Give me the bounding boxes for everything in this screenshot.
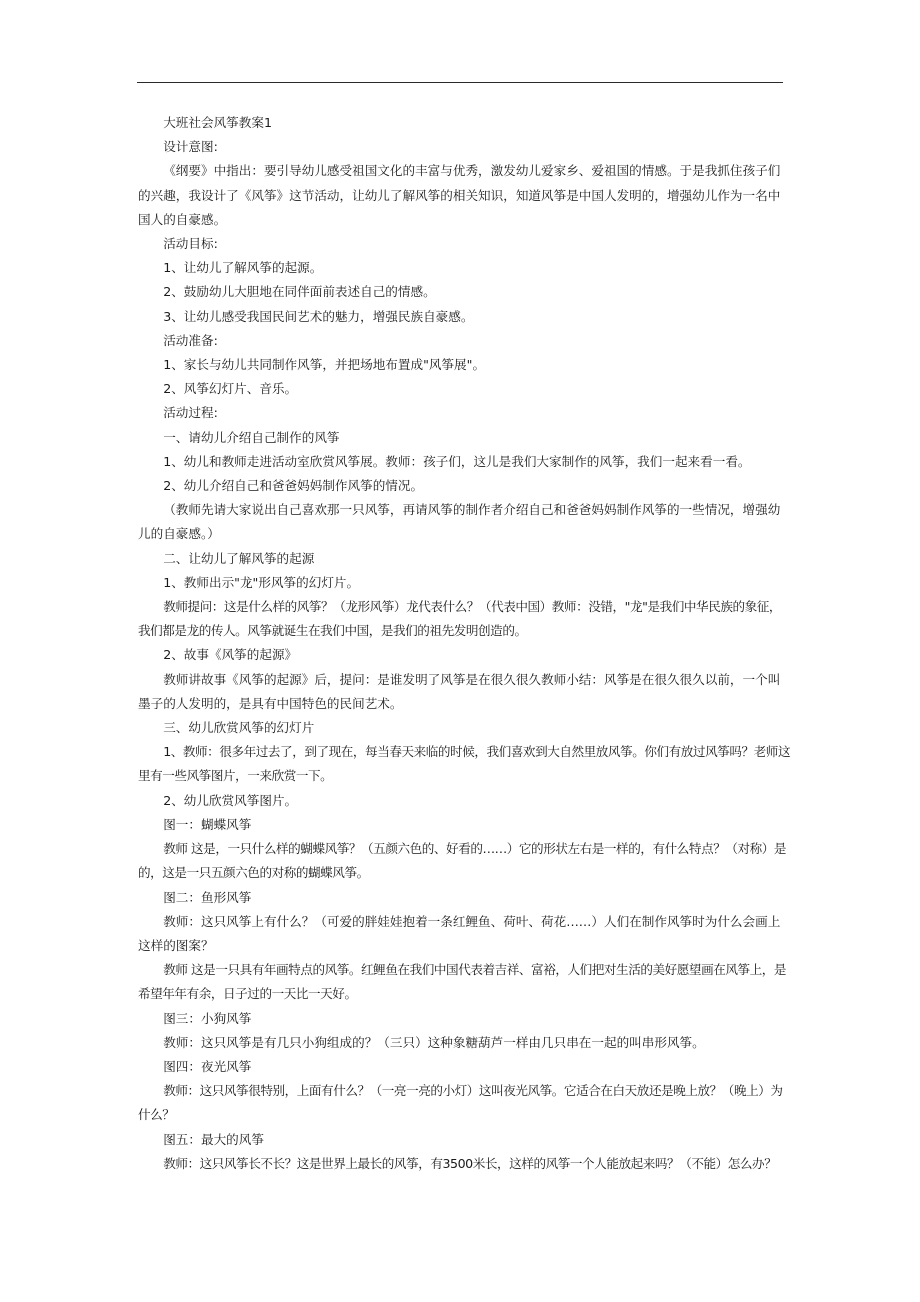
paragraph: 教师：这只风筝是有几只小狗组成的？（三只）这种象糖葫芦一样由几只串在一起的叫串形风筝。 — [163, 1034, 705, 1050]
list-item-goal: 1、让幼儿了解风筝的起源。 — [163, 260, 323, 276]
figure-heading: 图四：夜光风筝 — [163, 1058, 252, 1074]
section-heading-goals: 活动目标: — [163, 236, 218, 252]
paragraph: （教师先请大家说出自己喜欢那一只风筝，再请风筝的制作者介绍自己和爸爸妈妈制作风筝的一些情况，增强幼儿的自豪感。） — [138, 502, 781, 542]
paragraph: 教师：这只风筝很特别，上面有什么？（一亮一亮的小灯）这叫夜光风筝。它适合在白天放还是晚上放？（晚上）为什么？ — [138, 1083, 783, 1123]
paragraph: 教师：这只风筝长不长？这是世界上最长的风筝，有3500米长，这样的风筝一个人能放起来吗？（不能）怎么办？ — [163, 1155, 777, 1171]
list-item-goal: 2、鼓励幼儿大胆地在同伴面前表述自己的情感。 — [163, 284, 436, 300]
paragraph: 教师 这是一只具有年画特点的风筝。红鲤鱼在我们中国代表着吉祥、富裕，人们把对生活的美好愿望画在风筝上，是希望年年有余，日子过的一天比一天好。 — [138, 962, 787, 1002]
section-heading-process: 活动过程: — [163, 405, 218, 421]
paragraph: 2、幼儿介绍自己和爸爸妈妈制作风筝的情况。 — [163, 478, 424, 494]
figure-heading: 图五：最大的风筝 — [163, 1131, 264, 1147]
list-item-preparation: 1、家长与幼儿共同制作风筝，并把场地布置成"风筝展"。 — [163, 357, 486, 373]
figure-heading: 图三：小狗风筝 — [163, 1010, 252, 1026]
step-heading: 三、幼儿欣赏风筝的幻灯片 — [163, 720, 315, 736]
document-body — [138, 111, 792, 1176]
step-heading: 一、请幼儿介绍自己制作的风筝 — [163, 429, 340, 445]
section-heading-design-intent: 设计意图: — [163, 139, 218, 155]
document-title: 大班社会风筝教案1 — [163, 115, 272, 130]
paragraph: 教师提问：这是什么样的风筝？（龙形风筝）龙代表什么？（代表中国）教师：没错，"龙"是我们中华民族的象征，我们都是龙的传人。风筝就诞生在我们中国，是我们的祖先发明创造的。 — [138, 599, 782, 639]
paragraph: 1、幼儿和教师走进活动室欣赏风筝展。教师：孩子们，这儿是我们大家制作的风筝，我们一起来看一看。 — [163, 453, 751, 469]
paragraph: 1、教师：很多年过去了，到了现在，每当春天来临的时候，我们喜欢到大自然里放风筝。你们有放过风筝吗？老师这里有一些风筝图片，一来欣赏一下。 — [138, 744, 791, 784]
figure-heading: 图一：蝴蝶风筝 — [163, 816, 252, 832]
figure-heading: 图二：鱼形风筝 — [163, 889, 252, 905]
paragraph: 1、教师出示"龙"形风筝的幻灯片。 — [163, 574, 360, 590]
paragraph: 教师：这只风筝上有什么？（可爱的胖娃娃抱着一条红鲤鱼、荷叶、荷花……）人们在制作风筝时为什么会画上这样的图案？ — [138, 913, 781, 953]
section-heading-preparation: 活动准备: — [163, 332, 218, 348]
paragraph-design-intent: 《纲要》中指出：要引导幼儿感受祖国文化的丰富与优秀，激发幼儿爱家乡、爱祖国的情感。于是我抓住孩子们的兴趣，我设计了《风筝》这节活动，让幼儿了解风筝的相关知识，知道风筝是中国人发明的，增强幼儿作为一名中国人的自豪感。 — [138, 163, 781, 227]
header-divider — [137, 82, 783, 83]
paragraph: 2、幼儿欣赏风筝图片。 — [163, 792, 298, 808]
paragraph: 教师 这是，一只什么样的蝴蝶风筝？（五颜六色的、好看的……）它的形状左右是一样的，有什么特点？（对称）是的，这是一只五颜六色的对称的蝴蝶风筝。 — [138, 841, 787, 881]
paragraph: 教师讲故事《风筝的起源》后，提问：是谁发明了风筝是在很久很久教师小结：风筝是在很久很久以前，一个叫墨子的人发明的，是具有中国特色的民间艺术。 — [138, 671, 781, 711]
paragraph: 2、故事《风筝的起源》 — [163, 647, 298, 663]
list-item-preparation: 2、风筝幻灯片、音乐。 — [163, 381, 298, 397]
list-item-goal: 3、让幼儿感受我国民间艺术的魅力，增强民族自豪感。 — [163, 308, 474, 324]
step-heading: 二、让幼儿了解风筝的起源 — [163, 550, 315, 566]
